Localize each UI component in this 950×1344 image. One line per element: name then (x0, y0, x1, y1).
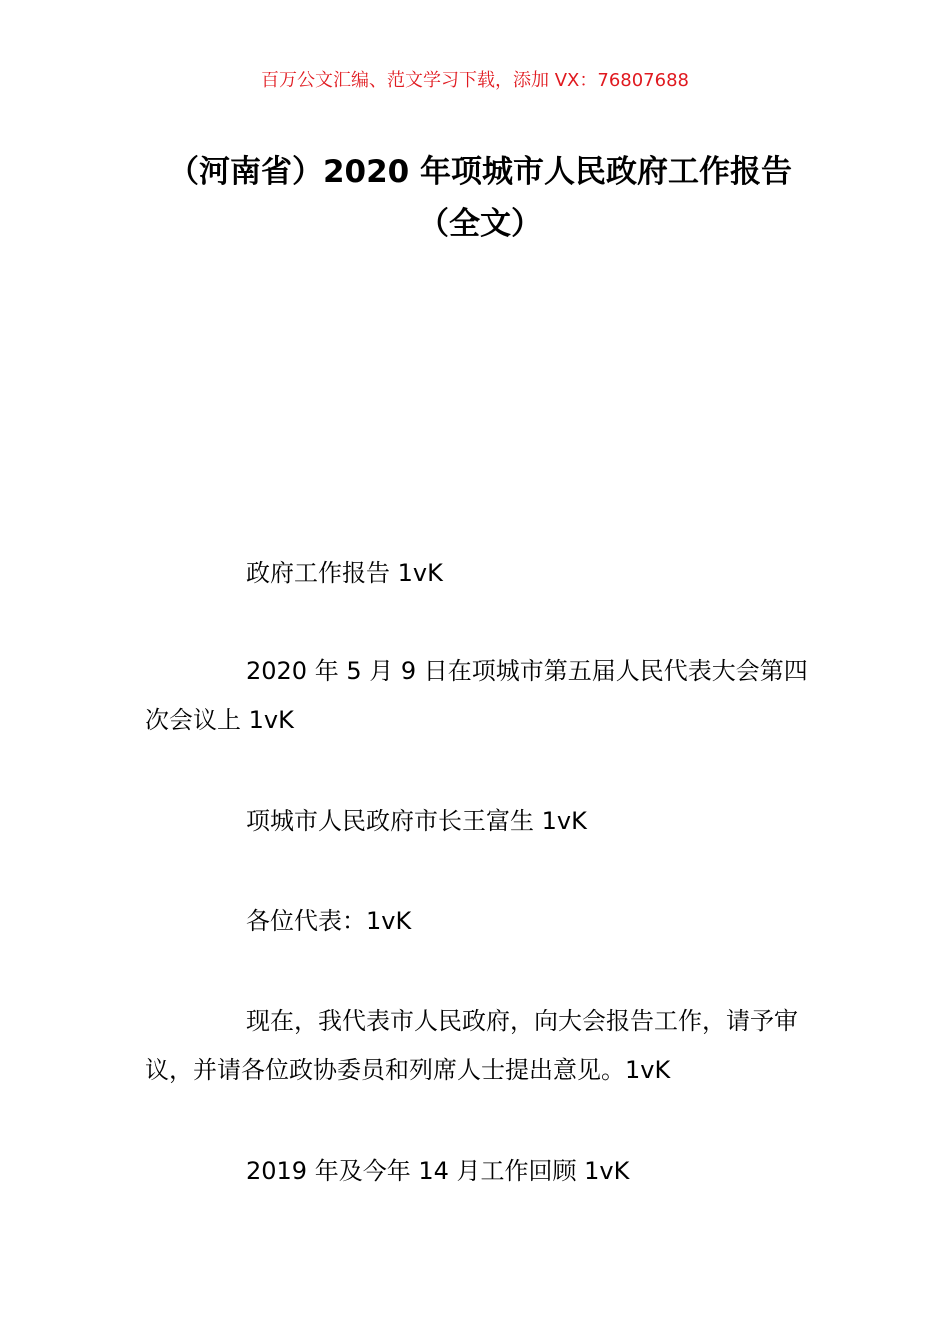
paragraph-section-heading: 2019 年及今年 14 月工作回顾 1vK (246, 1157, 630, 1185)
paragraph-opening: 现在，我代表市人民政府，向大会报告工作，请予审议，并请各位政协委员和列席人士提出意见。1vK (145, 1007, 798, 1084)
paragraph-mayor: 项城市人民政府市长王富生 1vK (246, 807, 587, 835)
paragraph-salutation: 各位代表：1vK (246, 907, 412, 935)
watermark-banner: 百万公文汇编、范文学习下载，添加 VX：76807688 (261, 70, 689, 91)
paragraph-meeting-date: 2020 年 5 月 9 日在项城市第五届人民代表大会第四次会议上 1vK (145, 657, 808, 734)
document-title: （河南省）2020 年项城市人民政府工作报告（全文） (167, 154, 793, 242)
paragraph-report-heading: 政府工作报告 1vK (246, 559, 443, 587)
